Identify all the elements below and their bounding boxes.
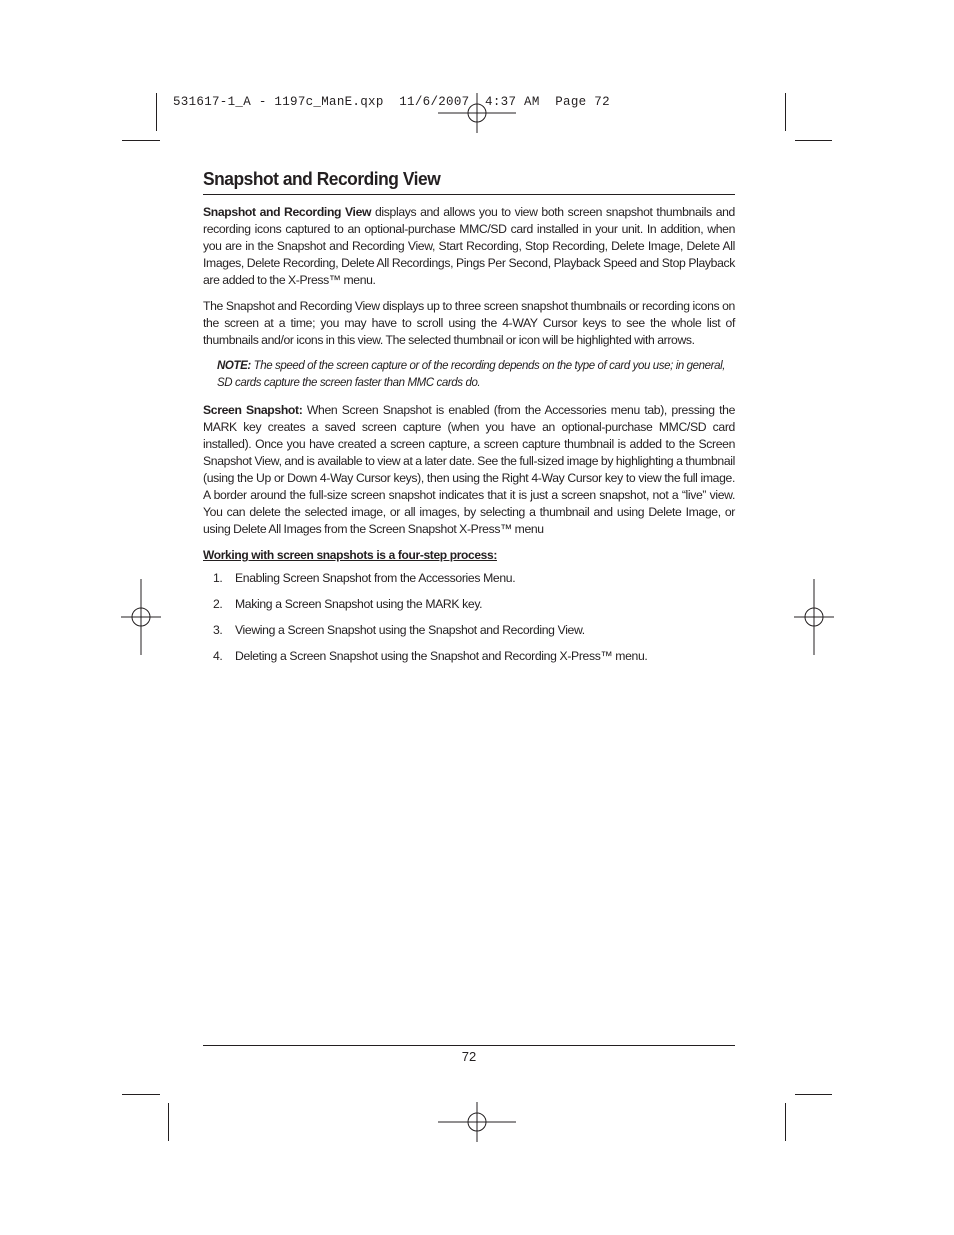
list-item <box>213 596 735 613</box>
step-number: 3. <box>213 623 223 637</box>
step-text: Enabling Screen Snapshot from the Accessories Menu. <box>235 571 516 585</box>
crop-mark-bottom-left-h <box>122 1094 160 1095</box>
registration-mark-right <box>794 579 834 655</box>
list-item <box>213 648 735 665</box>
screen-snapshot-lead: Screen Snapshot: <box>203 403 303 417</box>
registration-mark-bottom <box>438 1102 516 1142</box>
list-item <box>213 622 735 639</box>
crop-mark-top-left-v <box>156 93 157 131</box>
print-slug: 531617-1_A - 1197c_ManE.qxp 11/6/2007 4:37 AM Page 72 <box>173 95 610 109</box>
note-paragraph <box>217 358 735 391</box>
steps-heading: Working with screen snapshots is a four-step process: <box>203 548 497 562</box>
section-title: Snapshot and Recording View <box>203 168 441 189</box>
steps-list <box>203 570 735 665</box>
crop-mark-top-right-v <box>785 93 786 131</box>
crop-mark-bottom-right-v <box>785 1103 786 1141</box>
intro-lead: Snapshot and Recording View <box>203 205 372 219</box>
intro-paragraph <box>203 204 735 289</box>
list-item <box>213 570 735 587</box>
page-number: 72 <box>461 1049 477 1064</box>
note-label: NOTE: <box>217 360 251 372</box>
crop-mark-bottom-right-h <box>795 1094 832 1095</box>
step-text: Making a Screen Snapshot using the MARK key. <box>235 597 483 611</box>
note-text: The speed of the screen capture or of the recording depends on the type of card you use; in general, SD cards capture the screen faster than MMC cards do. <box>217 360 726 389</box>
crop-mark-bottom-left-v <box>168 1103 169 1141</box>
page-content <box>203 168 735 674</box>
screen-snapshot-paragraph <box>203 402 735 538</box>
title-rule <box>203 194 735 195</box>
screen-snapshot-text: When Screen Snapshot is enabled (from the Accessories menu tab), pressing the MARK key creates a saved screen capture (when you have an optional-purchase MMC/SD card installed). Once you have created a screen capture, a screen capture thumbnail is added to the Screen Snapshot View, and is available to view at a later date. See the full-sized image by highlighting a thumbnail (using the Up or Down 4-Way Cursor keys), then using the Right 4-Way Cursor key to view the full image. A border around the full-size screen snapshot indicates that it is just a screen snapshot, not a “live” view. You can delete the selected image, or all images, by selecting a thumbnail and using Delete Image, or using Delete All Images from the Screen Snapshot X-Press™ menu <box>203 403 735 536</box>
step-number: 4. <box>213 649 223 663</box>
registration-mark-left <box>121 579 161 655</box>
footer-rule <box>203 1045 735 1046</box>
registration-mark-top <box>438 93 516 133</box>
step-text: Deleting a Screen Snapshot using the Snapshot and Recording X-Press™ menu. <box>235 649 648 663</box>
intro-text: displays and allows you to view both screen snapshot thumbnails and recording icons captured to an optional-purchase MMC/SD card installed in your unit. In addition, when you are in the Snapshot and Recording View, Start Recording, Stop Recording, Delete Image, Delete All Images, Delete Recording, Delete All Recordings, Pings Per Second, Playback Speed and Stop Playback are added to the X-Press™ menu. <box>203 205 735 287</box>
step-number: 1. <box>213 571 223 585</box>
step-number: 2. <box>213 597 223 611</box>
crop-mark-top-right-h <box>795 140 832 141</box>
step-text: Viewing a Screen Snapshot using the Snapshot and Recording View. <box>235 623 585 637</box>
display-paragraph: The Snapshot and Recording View displays up to three screen snapshot thumbnails or recording icons on the screen at a time; you may have to scroll using the 4-WAY Cursor keys to see the whole list of thumbnails and/or icons in this view. The selected thumbnail or icon will be highlighted with arrows. <box>203 299 735 347</box>
crop-mark-top-left-h <box>122 140 160 141</box>
